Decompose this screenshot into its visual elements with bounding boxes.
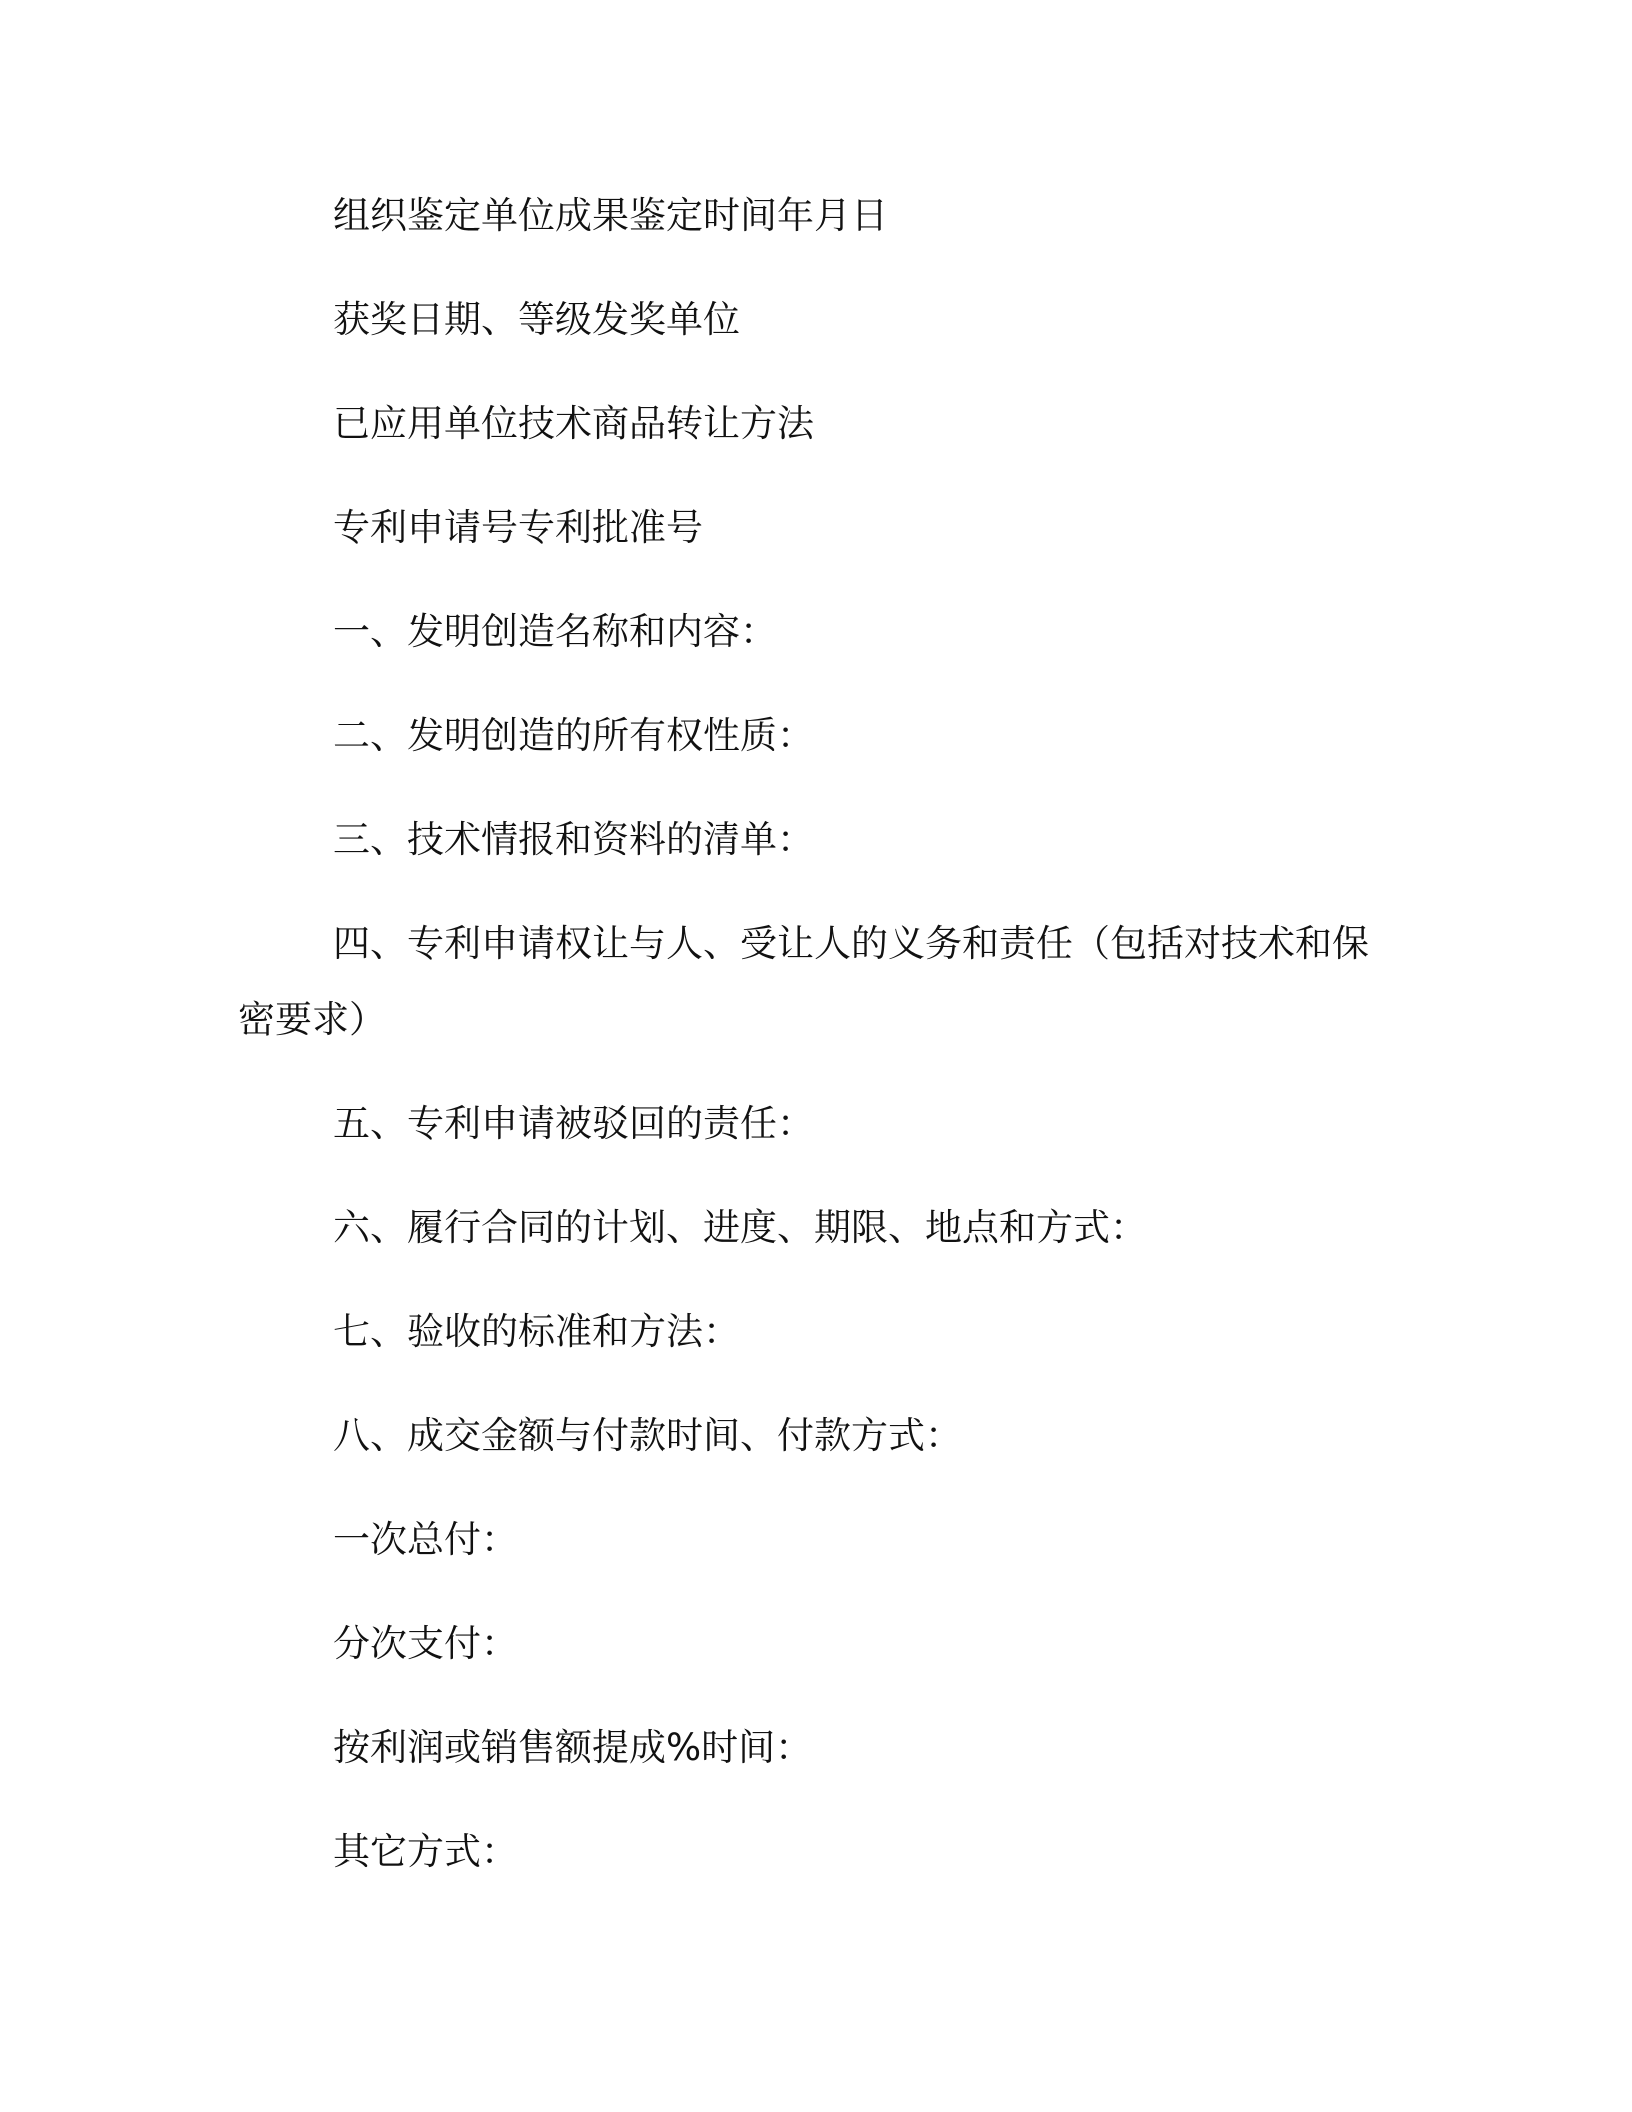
section-heading-7: 七、验收的标准和方法： [333, 1310, 740, 1353]
section-heading-2: 二、发明创造的所有权性质： [333, 714, 814, 757]
text-line-award: 获奖日期、等级发奖单位 [333, 298, 740, 341]
section-heading-4: 四、专利申请权让与人、受让人的义务和责任（包括对技术和保 [333, 922, 1369, 965]
payment-installments: 分次支付： [333, 1622, 518, 1665]
section-heading-8: 八、成交金额与付款时间、付款方式： [333, 1414, 962, 1457]
section-heading-4-continuation: 密要求） [238, 998, 386, 1041]
section-heading-5: 五、专利申请被驳回的责任： [333, 1102, 814, 1145]
text-line-application: 已应用单位技术商品转让方法 [333, 402, 814, 445]
payment-other: 其它方式： [333, 1830, 518, 1873]
text-line-patent-number: 专利申请号专利批准号 [333, 506, 703, 549]
section-heading-1: 一、发明创造名称和内容： [333, 610, 777, 653]
payment-lump-sum: 一次总付： [333, 1518, 518, 1561]
section-heading-3: 三、技术情报和资料的清单： [333, 818, 814, 861]
text-line-appraisal: 组织鉴定单位成果鉴定时间年月日 [333, 194, 888, 237]
payment-royalty: 按利润或销售额提成%时间： [333, 1726, 813, 1769]
section-heading-6: 六、履行合同的计划、进度、期限、地点和方式： [333, 1206, 1147, 1249]
